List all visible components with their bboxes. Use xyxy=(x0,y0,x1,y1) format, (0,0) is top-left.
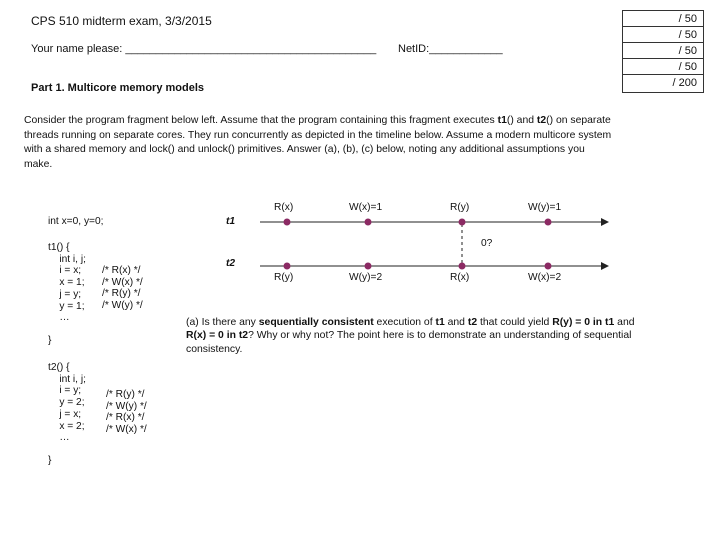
q-text: ? Why or why not? The point here is to demonstrate an understanding of sequential consistency. xyxy=(186,330,632,355)
code-line: … xyxy=(48,312,70,324)
code-comment: /* W(y) */ xyxy=(106,400,147,412)
intro-text: () and xyxy=(506,115,537,126)
t2-event-label: R(x) xyxy=(450,272,470,283)
name-field-label: Your name please: _________________________________________ xyxy=(31,43,377,55)
code-t2-close: } xyxy=(48,455,52,466)
code-line: i = y; xyxy=(48,385,82,397)
q-text: (a) Is there any xyxy=(186,317,259,328)
event-dot-t2-r-x xyxy=(459,263,466,270)
code-line: t1() { xyxy=(48,242,70,253)
code-comment: /* R(y) */ xyxy=(102,288,141,300)
event-dot-t1-r-x xyxy=(284,219,291,226)
code-line: i = x; xyxy=(48,265,82,277)
intro-text: () on separate threads running on separate cores. They run concurrently as depicted in the timeline below. Assume a modern multicore system with a shared memory and lock() and unlock() primitives. Answer (a), (b), (c) below, noting any additional assumptions you make. xyxy=(24,115,612,170)
q-text: and xyxy=(444,317,468,328)
q-text: execution of xyxy=(373,317,436,328)
code-comment: /* W(x) */ xyxy=(102,276,143,288)
event-dot-t1-w-y xyxy=(545,219,552,226)
intro-t2: t2 xyxy=(536,115,547,126)
event-dot-t1-r-y xyxy=(459,219,466,226)
t1-event-label: R(x) xyxy=(274,202,294,213)
score-cell-1: / 50 xyxy=(623,11,703,27)
code-line: j = y; xyxy=(48,288,82,300)
code-line: t2() { xyxy=(48,362,70,373)
t2-label: t2 xyxy=(226,258,236,269)
exam-title: CPS 510 midterm exam, 3/3/2015 xyxy=(31,14,212,28)
code-line: int i, j; xyxy=(48,373,86,385)
score-cell-3: / 50 xyxy=(623,43,703,59)
q-bold: sequentially consistent xyxy=(258,317,374,328)
event-dot-t2-r-y xyxy=(284,263,291,270)
netid-field-label: NetID:____________ xyxy=(398,43,503,55)
code-line: x = 2; xyxy=(48,420,85,432)
code-line: y = 1; xyxy=(48,300,85,312)
query-label: 0? xyxy=(481,238,493,249)
code-comment: /* W(y) */ xyxy=(102,300,143,312)
intro-t1: t1 xyxy=(497,115,507,126)
code-line: int i, j; xyxy=(48,253,86,265)
event-dot-t1-w-x xyxy=(365,219,372,226)
code-line: y = 2; xyxy=(48,397,85,409)
score-cell-4: / 50 xyxy=(623,59,703,75)
q-text: that could yield xyxy=(477,317,553,328)
intro-text: Consider the program fragment below left. Assume that the program containing this fragment executes xyxy=(24,115,498,126)
code-line: j = x; xyxy=(48,408,82,420)
code-comment: /* R(x) */ xyxy=(102,265,141,276)
t2-event-label: W(y)=2 xyxy=(349,272,383,283)
q-bold: t1 xyxy=(435,317,445,328)
part-title: Part 1. Multicore memory models xyxy=(31,82,204,94)
q-bold: R(x) = 0 in t2 xyxy=(186,330,249,342)
t2-event-label: R(y) xyxy=(274,272,294,283)
code-t1-close: } xyxy=(48,335,52,346)
code-line: x = 1; xyxy=(48,277,85,289)
q-bold: t2 xyxy=(467,317,478,328)
t1-event-label: R(y) xyxy=(450,202,470,213)
q-text: and xyxy=(614,317,635,328)
code-comment: /* W(x) */ xyxy=(106,424,147,436)
question-a xyxy=(186,316,656,356)
t1-label: t1 xyxy=(226,216,236,227)
code-comment: /* R(y) */ xyxy=(106,389,145,400)
score-cell-2: / 50 xyxy=(623,27,703,43)
event-dot-t2-w-y xyxy=(365,263,372,270)
t1-event-label: W(y)=1 xyxy=(528,202,562,213)
q-bold: R(y) = 0 in t1 xyxy=(552,317,615,328)
code-line: … xyxy=(48,432,70,444)
code-init: int x=0, y=0; xyxy=(48,216,104,227)
code-comment: /* R(x) */ xyxy=(106,412,145,424)
score-cell-total: / 200 xyxy=(672,77,697,89)
event-dot-t2-w-x xyxy=(545,263,552,270)
t1-event-label: W(x)=1 xyxy=(349,202,383,213)
t2-event-label: W(x)=2 xyxy=(528,272,562,283)
